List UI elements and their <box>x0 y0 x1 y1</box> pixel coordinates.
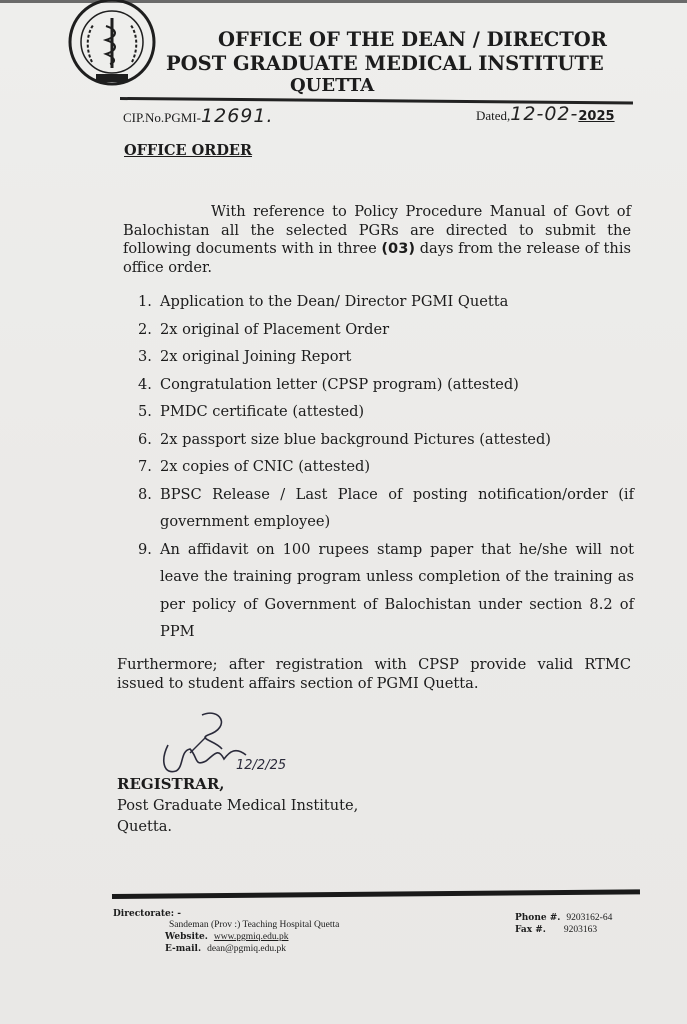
list-text: An affidavit on 100 rupees stamp paper that he/she will not leave the training program unless completion of the training as per policy of Government of Balochistan under section 8.2 of PPM <box>160 540 634 640</box>
list-number: 2. <box>138 320 152 338</box>
list-text: Congratulation letter (CPSP program) (attested) <box>160 375 519 393</box>
list-item <box>138 453 634 481</box>
intro-paragraph <box>123 203 631 277</box>
list-item <box>138 343 634 371</box>
list-text: 2x original of Placement Order <box>160 320 390 338</box>
intro-text-1: With reference to Policy Procedure Manual of Govt of Balochistan all the selected PGRs are directed to submit the following documents with in three <box>123 203 631 257</box>
header-line-city: QUETTA <box>290 75 375 96</box>
email-link[interactable]: dean@pgmiq.edu.pk <box>207 944 287 954</box>
list-text: 2x original Joining Report <box>160 348 352 365</box>
footer-divider <box>112 889 640 899</box>
website-link[interactable]: www.pgmiq.edu.pk <box>213 932 289 942</box>
list-number: 4. <box>138 375 152 393</box>
phone-number: 9203162-64 <box>566 913 613 923</box>
directorate-label: Directorate: - <box>113 909 181 919</box>
furthermore-paragraph: Furthermore; after registration with CPSP provide valid RTMC issued to student affairs section of PGMI Quetta. <box>117 656 631 692</box>
reference-label: CIP.No.PGMI- <box>123 110 202 125</box>
list-number: 3. <box>138 348 152 365</box>
fax-label: Fax #. <box>515 925 546 935</box>
list-text: PMDC certificate (attested) <box>160 403 365 420</box>
list-item <box>138 426 634 454</box>
list-item <box>138 481 634 536</box>
dated-label: Dated, <box>476 108 511 123</box>
website-label: Website. <box>165 932 208 942</box>
date-field <box>476 103 615 125</box>
list-text: 2x passport size blue background Pictures (attested) <box>160 430 551 448</box>
registrar-city: Quetta. <box>117 818 173 835</box>
fax-number: 9203163 <box>563 925 598 935</box>
phone-label: Phone #. <box>515 913 561 923</box>
list-text: BPSC Release / Last Place of posting notification/order (if government employee) <box>160 485 634 530</box>
list-item <box>138 316 634 344</box>
header-line-institute: POST GRADUATE MEDICAL INSTITUTE <box>166 52 604 75</box>
list-item <box>138 398 634 426</box>
registrar-title: REGISTRAR, <box>117 775 225 793</box>
list-number: 9. <box>138 540 152 558</box>
phone-row <box>515 913 612 923</box>
list-number: 1. <box>138 293 152 310</box>
email-label: E-mail. <box>165 944 202 954</box>
documents-list <box>138 288 634 646</box>
registrar-institute: Post Graduate Medical Institute, <box>117 797 359 814</box>
email-row <box>165 944 286 954</box>
list-number: 6. <box>138 430 152 448</box>
signature-date: 12/2/25 <box>236 758 287 773</box>
list-number: 8. <box>138 485 152 503</box>
header-line-office: OFFICE OF THE DEAN / DIRECTOR <box>218 28 607 51</box>
website-row <box>165 932 289 942</box>
registrar-signature <box>150 705 290 785</box>
list-number: 5. <box>138 403 152 420</box>
intro-text-2: days from the release of this office order. <box>123 240 631 276</box>
list-number: 7. <box>138 458 152 475</box>
list-item <box>138 371 634 399</box>
office-order-title: OFFICE ORDER <box>124 142 253 159</box>
list-text: Application to the Dean/ Director PGMI Quetta <box>160 293 509 310</box>
intro-bold-days: (03) <box>381 240 416 257</box>
list-text: 2x copies of CNIC (attested) <box>160 458 371 475</box>
institute-seal-logo <box>62 0 162 90</box>
reference-handwritten-number: 12691. <box>201 105 274 127</box>
directorate-address: Sandeman (Prov :) Teaching Hospital Quetta <box>169 920 340 930</box>
reference-number <box>123 105 274 127</box>
fax-row <box>515 925 597 935</box>
list-item <box>138 288 634 316</box>
list-item <box>138 536 634 646</box>
dated-handwritten: 12-02- <box>510 103 579 125</box>
dated-year: 2025 <box>578 109 615 124</box>
